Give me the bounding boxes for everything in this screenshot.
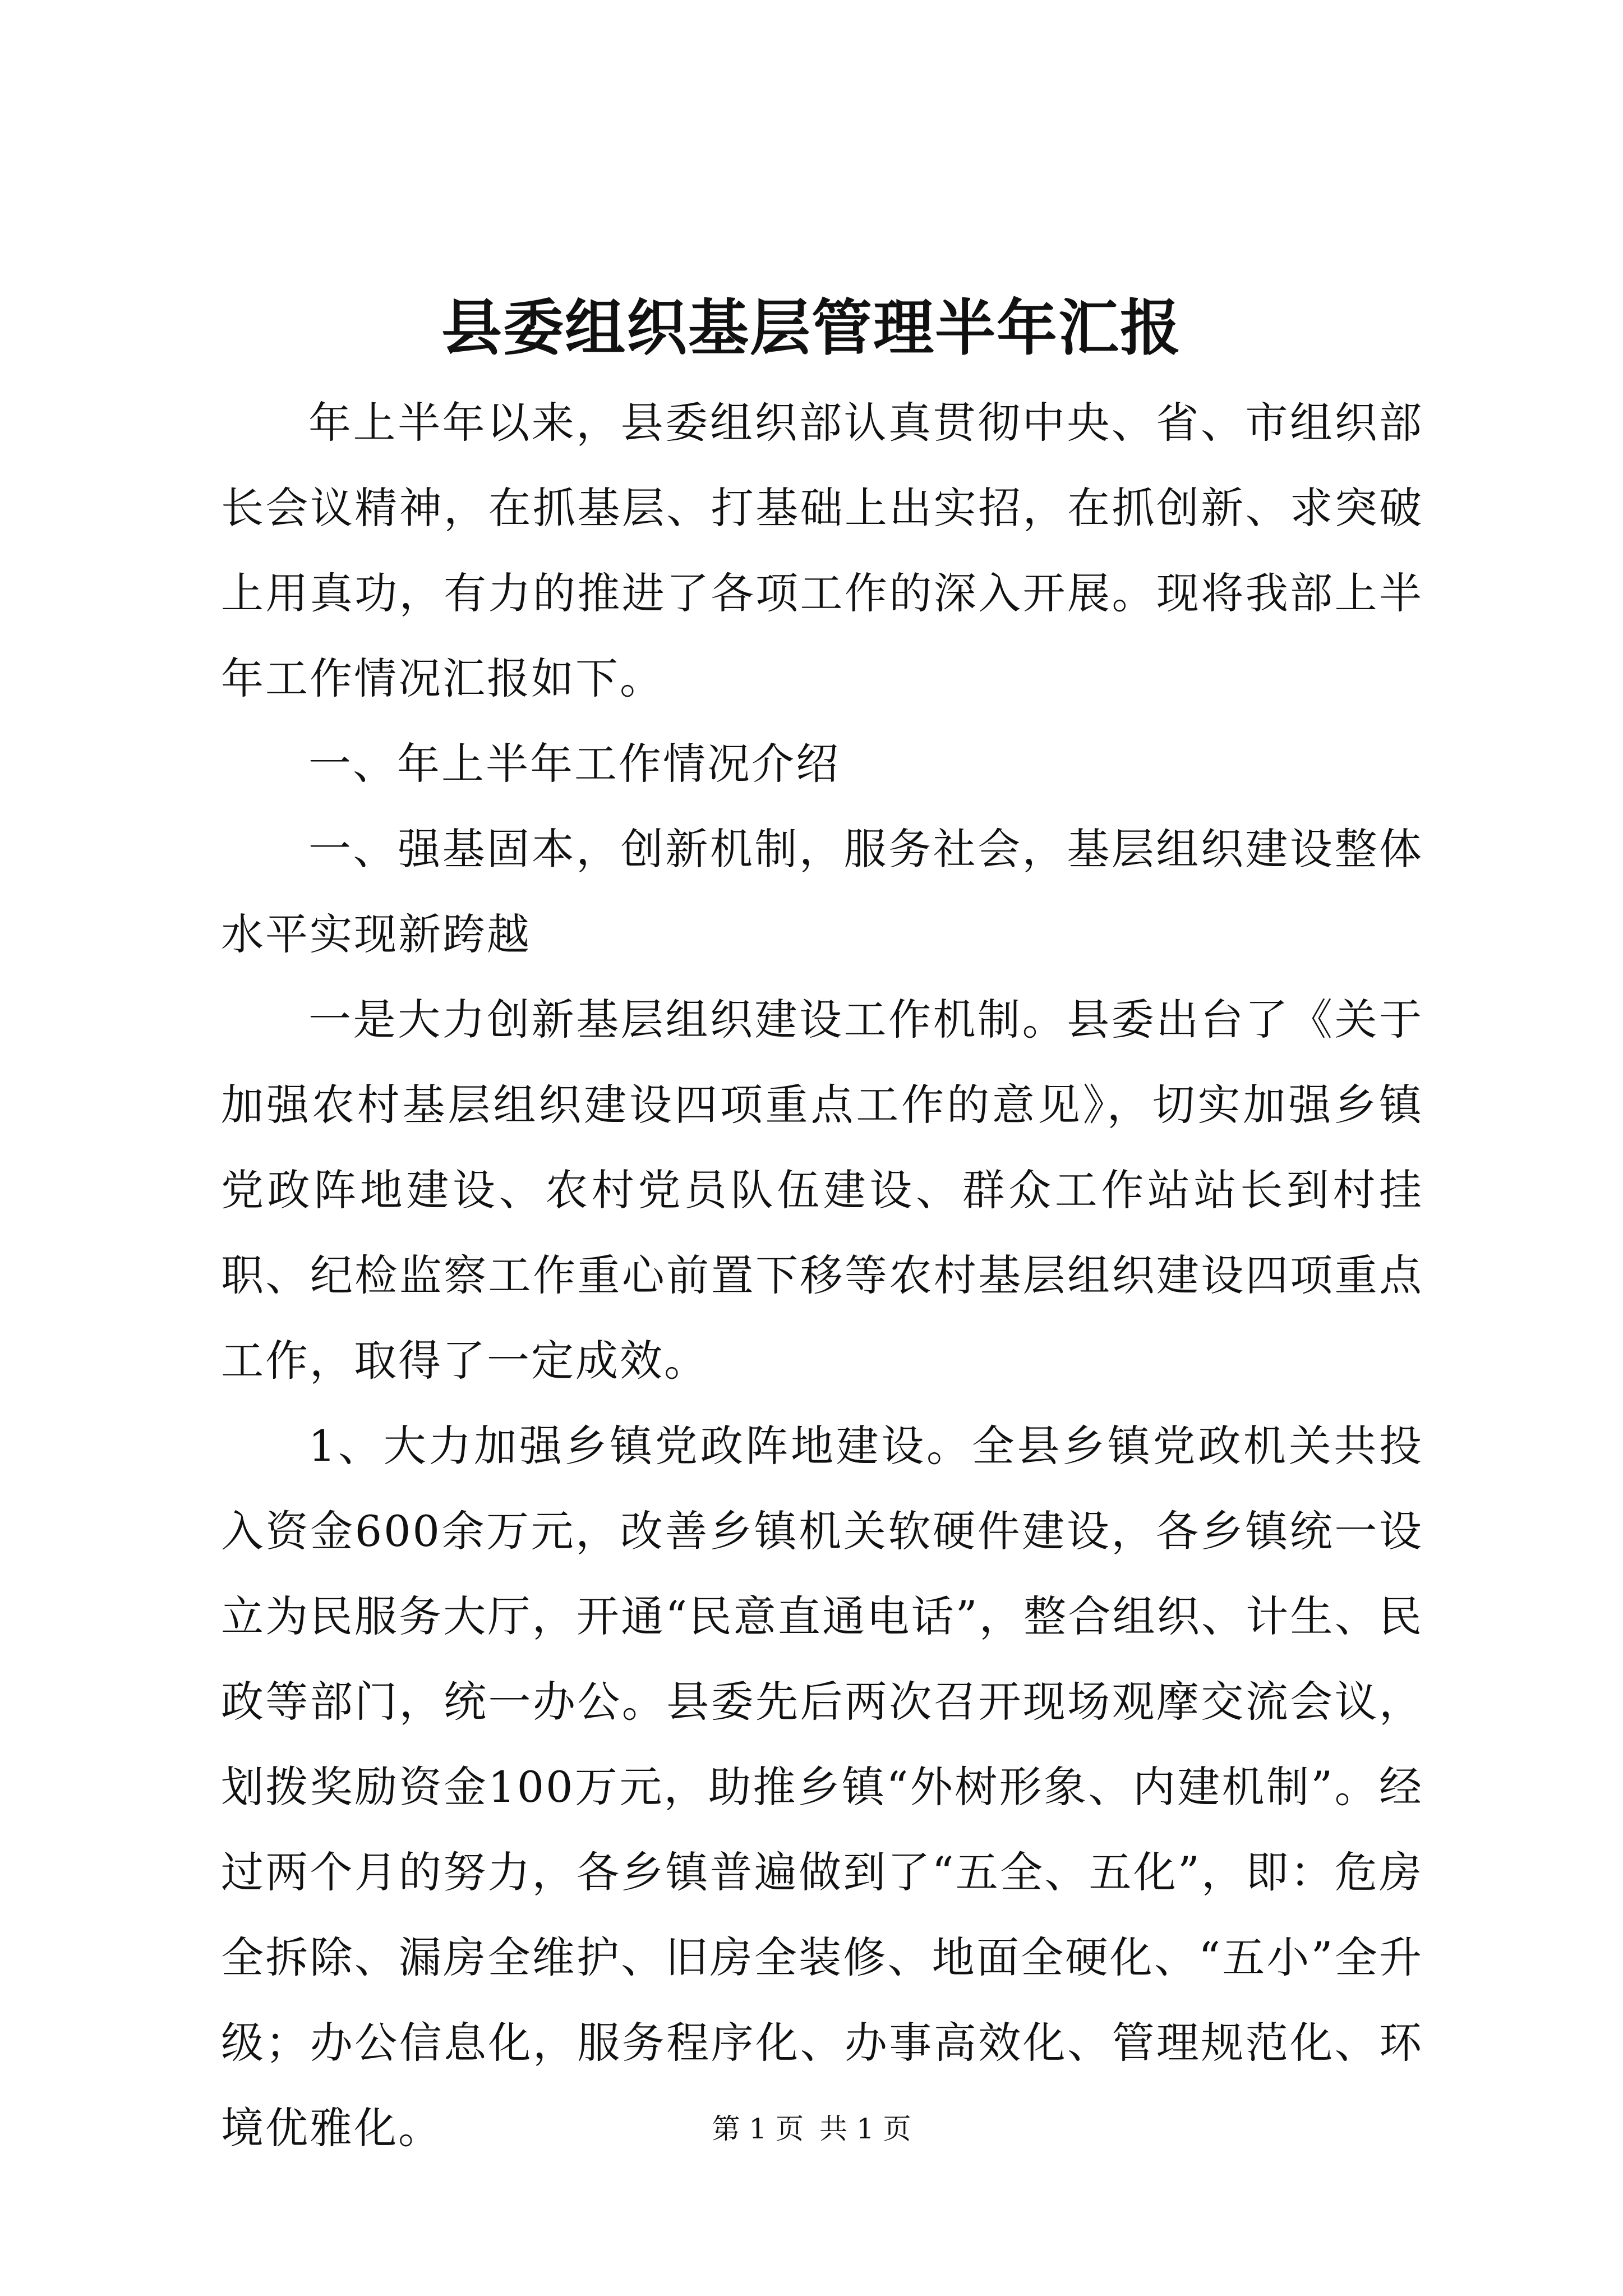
subsection-heading: 一、强基固本，创新机制，服务社会，基层组织建设整体水平实现新跨越 [221,824,1423,959]
page-number: 第 1 页 [712,2113,804,2145]
page-total: 共 1 页 [819,2113,911,2145]
paragraph-intro: 年上半年以来，县委组织部认真贯彻中央、省、市组织部长会议精神，在抓基层、打基础上出实招，在抓创新、求突破上用真功，有力的推进了各项工作的深入开展。现将我部上半年工作情况汇报如下。 [221,398,1423,703]
document-body [221,380,1423,2171]
section-heading: 一、年上半年工作情况介绍 [308,739,840,789]
paragraph-township-construction: 1、大力加强乡镇党政阵地建设。全县乡镇党政机关共投入资金600余万元，改善乡镇机关软硬件建设，各乡镇统一设立为民服务大厅，开通“民意直通电话”，整合组织、计生、民政等部门，统一办公。县委先后两次召开现场观摩交流会议，划拨奖励资金100万元，助推乡镇“外树形象、内建机制”。经过两个月的努力，各乡镇普遍做到了“五全、五化”，即：危房全拆除、漏房全维护、旧房全装修、地面全硬化、“五小”全升级；办公信息化，服务程序化、办事高效化、管理规范化、环境优雅化。 [221,1421,1423,2153]
paragraph-mechanism: 一是大力创新基层组织建设工作机制。县委出台了《关于加强农村基层组织建设四项重点工作的意见》，切实加强乡镇党政阵地建设、农村党员队伍建设、群众工作站站长到村挂职、纪检监察工作重心前置下移等农村基层组织建设四项重点工作，取得了一定成效。 [221,995,1423,1386]
document-title: 县委组织基层管理半年汇报 [441,293,1182,364]
page-footer [0,2109,1623,2148]
